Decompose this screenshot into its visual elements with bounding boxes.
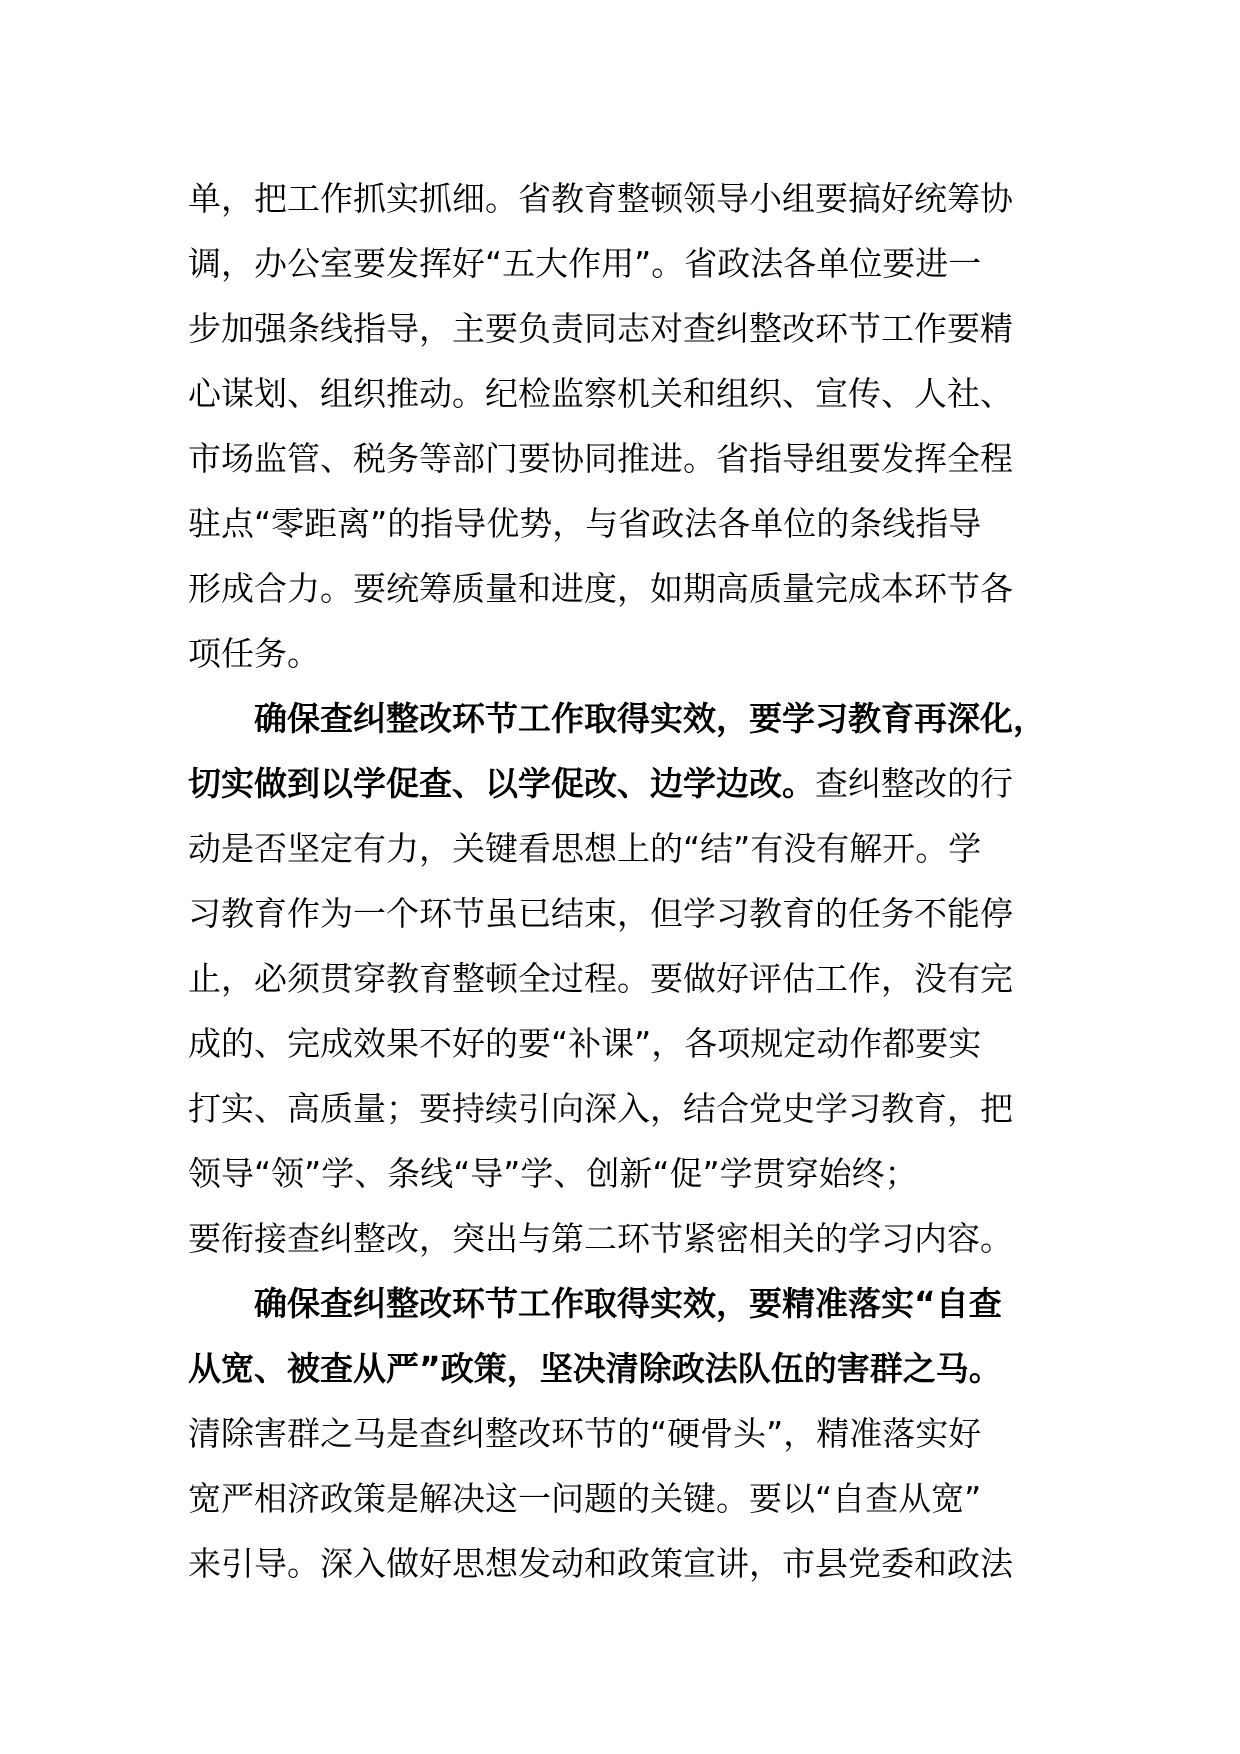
text-line: 领导“领”学、条线“导”学、创新“促”学贯穿始终； [188,1154,918,1193]
text-line: 来引导。深入做好思想发动和政策宣讲，市县党委和政法 [188,1544,1013,1583]
text-line: 项任务。 [188,634,320,673]
text-line: 驻点“零距离”的指导优势，与省政法各单位的条线指导 [188,504,982,543]
text-line: 动是否坚定有力，关键看思想上的“结”有没有解开。学 [188,829,982,868]
paragraph-3 [188,1271,1068,1596]
bold-heading-text: 从宽、被查从严”政策，坚决清除政法队伍的害群之马。 [188,1349,1002,1388]
paragraph-2 [188,686,1068,1271]
text-line: 习教育作为一个环节虽已结束，但学习教育的任务不能停 [188,894,1013,933]
bold-heading-text: 切实做到以学促查、以学促改、边学边改。 [188,764,815,803]
bold-heading-text: 确保查纠整改环节工作取得实效，要学习教育再深化， [254,699,1046,738]
bold-heading-text: 确保查纠整改环节工作取得实效，要精准落实“自查 [254,1284,1002,1323]
text-line: 步加强条线指导，主要负责同志对查纠整改环节工作要精 [188,309,1013,348]
document-body [188,166,1068,1596]
text-line: 要衔接查纠整改，突出与第二环节紧密相关的学习内容。 [188,1219,1013,1258]
text-line: 调，办公室要发挥好“五大作用”。省政法各单位要进一 [188,244,982,283]
text-line [188,1336,1068,1401]
text-line: 止，必须贯穿教育整顿全过程。要做好评估工作，没有完 [188,959,1013,998]
text-line [188,751,1068,816]
text-line: 形成合力。要统筹质量和进度，如期高质量完成本环节各 [188,569,1013,608]
paragraph-1 [188,166,1068,686]
text-line: 清除害群之马是查纠整改环节的“硬骨头”，精准落实好 [188,1414,982,1453]
text-line: 宽严相济政策是解决这一问题的关键。要以“自查从宽” [188,1479,982,1518]
text-line: 市场监管、税务等部门要协同推进。省指导组要发挥全程 [188,439,1013,478]
text-line: 成的、完成效果不好的要“补课”，各项规定动作都要实 [188,1024,982,1063]
text-line [188,1271,1068,1336]
text-line: 打实、高质量；要持续引向深入，结合党史学习教育，把 [188,1089,1013,1128]
text-line: 单，把工作抓实抓细。省教育整顿领导小组要搞好统筹协 [188,179,1013,218]
text-line [188,686,1068,751]
body-text-fragment: 查纠整改的行 [815,764,1013,803]
text-line: 心谋划、组织推动。纪检监察机关和组织、宣传、人社、 [188,374,1013,413]
